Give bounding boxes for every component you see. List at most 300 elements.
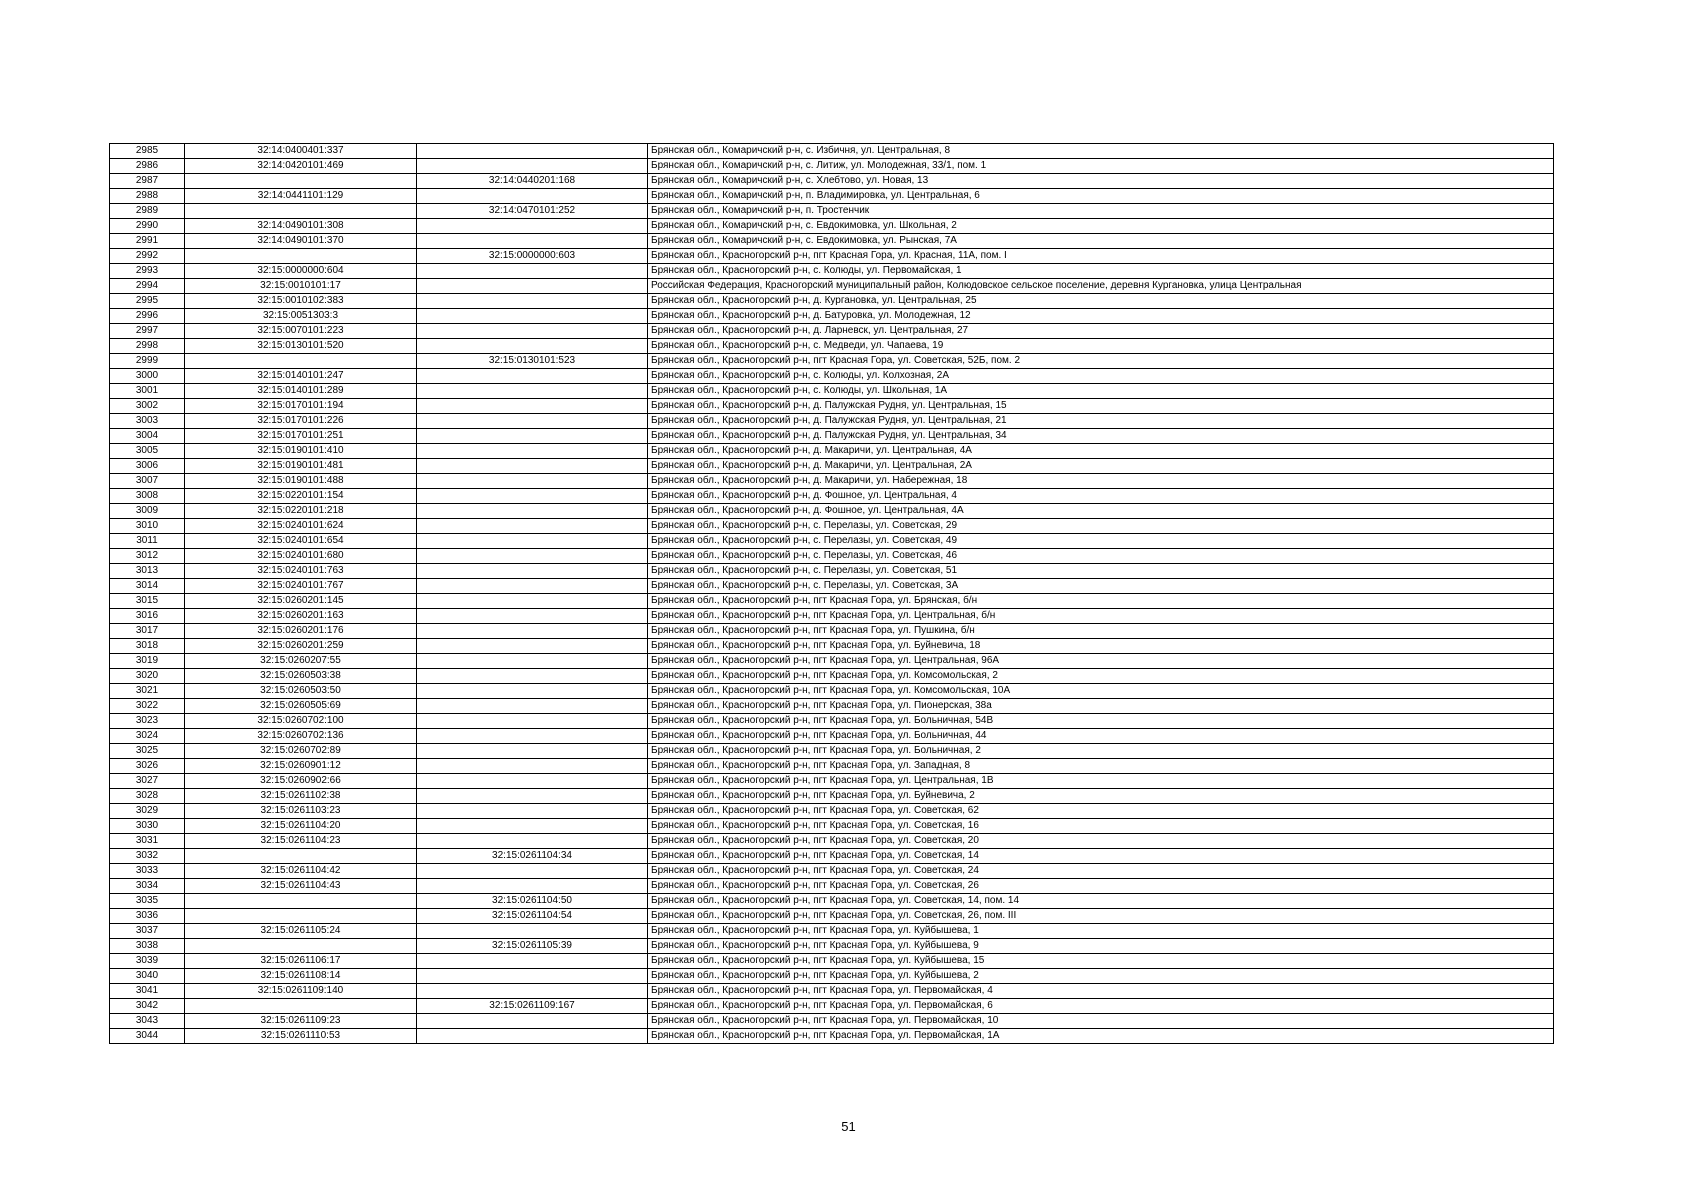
- table-row: [110, 534, 1554, 549]
- cadastral-number-alt-cell: [417, 234, 648, 249]
- row-number-cell: 2987: [110, 174, 185, 189]
- table-row: [110, 729, 1554, 744]
- row-number-cell: 3008: [110, 489, 185, 504]
- cadastral-number-alt-cell: [417, 519, 648, 534]
- table-row: [110, 324, 1554, 339]
- cadastral-number-alt-cell: [417, 339, 648, 354]
- address-cell: Брянская обл., Красногорский р-н, д. Макаричи, ул. Центральная, 2А: [648, 459, 1554, 474]
- cadastral-number-alt-cell: [417, 984, 648, 999]
- table-row: [110, 549, 1554, 564]
- cadastral-number-cell: 32:15:0130101:520: [185, 339, 417, 354]
- cadastral-number-alt-cell: [417, 369, 648, 384]
- address-cell: Брянская обл., Красногорский р-н, д. Макаричи, ул. Центральная, 4А: [648, 444, 1554, 459]
- address-cell: Брянская обл., Красногорский р-н, пгт Красная Гора, ул. Больничная, 54В: [648, 714, 1554, 729]
- row-number-cell: 3006: [110, 459, 185, 474]
- address-cell: Брянская обл., Красногорский р-н, пгт Красная Гора, ул. Пионерская, 38а: [648, 699, 1554, 714]
- cadastral-number-cell: 32:15:0261104:20: [185, 819, 417, 834]
- cadastral-number-alt-cell: [417, 609, 648, 624]
- cadastral-number-alt-cell: [417, 684, 648, 699]
- address-cell: Брянская обл., Красногорский р-н, с. Колюды, ул. Колхозная, 2А: [648, 369, 1554, 384]
- cadastral-number-alt-cell: [417, 774, 648, 789]
- address-cell: Брянская обл., Красногорский р-н, пгт Красная Гора, ул. Советская, 14, пом. 14: [648, 894, 1554, 909]
- table-row: [110, 1029, 1554, 1044]
- cadastral-number-cell: 32:15:0261109:23: [185, 1014, 417, 1029]
- address-cell: Брянская обл., Красногорский р-н, пгт Красная Гора, ул. Центральная, б/н: [648, 609, 1554, 624]
- row-number-cell: 3028: [110, 789, 185, 804]
- table-row: [110, 804, 1554, 819]
- row-number-cell: 2998: [110, 339, 185, 354]
- table-row: [110, 714, 1554, 729]
- cadastral-number-cell: 32:15:0260201:145: [185, 594, 417, 609]
- row-number-cell: 3016: [110, 609, 185, 624]
- cadastral-number-cell: 32:15:0260503:38: [185, 669, 417, 684]
- row-number-cell: 3009: [110, 504, 185, 519]
- table-row: [110, 234, 1554, 249]
- row-number-cell: 3029: [110, 804, 185, 819]
- address-cell: Российская Федерация, Красногорский муниципальный район, Колюдовское сельское поселение, деревня Кургановка, улица Центральная: [648, 279, 1554, 294]
- row-number-cell: 3014: [110, 579, 185, 594]
- row-number-cell: 3019: [110, 654, 185, 669]
- address-cell: Брянская обл., Красногорский р-н, пгт Красная Гора, ул. Куйбышева, 9: [648, 939, 1554, 954]
- address-cell: Брянская обл., Красногорский р-н, пгт Красная Гора, ул. Советская, 62: [648, 804, 1554, 819]
- cadastral-number-alt-cell: 32:14:0440201:168: [417, 174, 648, 189]
- table-row: [110, 354, 1554, 369]
- cadastral-number-cell: 32:15:0170101:226: [185, 414, 417, 429]
- address-cell: Брянская обл., Красногорский р-н, пгт Красная Гора, ул. Советская, 16: [648, 819, 1554, 834]
- cadastral-number-alt-cell: [417, 444, 648, 459]
- cadastral-number-cell: 32:14:0441101:129: [185, 189, 417, 204]
- address-cell: Брянская обл., Красногорский р-н, д. Палужская Рудня, ул. Центральная, 15: [648, 399, 1554, 414]
- cadastral-number-alt-cell: [417, 324, 648, 339]
- cadastral-number-alt-cell: [417, 564, 648, 579]
- cadastral-number-cell: 32:15:0260201:176: [185, 624, 417, 639]
- row-number-cell: 3000: [110, 369, 185, 384]
- cadastral-number-alt-cell: [417, 534, 648, 549]
- table-row: [110, 579, 1554, 594]
- table-row: [110, 879, 1554, 894]
- cadastral-number-cell: [185, 174, 417, 189]
- address-cell: Брянская обл., Красногорский р-н, пгт Красная Гора, ул. Комсомольская, 10А: [648, 684, 1554, 699]
- cadastral-number-alt-cell: 32:15:0261105:39: [417, 939, 648, 954]
- cadastral-number-cell: [185, 354, 417, 369]
- cadastral-number-cell: 32:15:0240101:654: [185, 534, 417, 549]
- cadastral-number-alt-cell: 32:15:0130101:523: [417, 354, 648, 369]
- cadastral-number-cell: [185, 939, 417, 954]
- table-row: [110, 219, 1554, 234]
- address-cell: Брянская обл., Красногорский р-н, с. Медведи, ул. Чапаева, 19: [648, 339, 1554, 354]
- row-number-cell: 2993: [110, 264, 185, 279]
- address-cell: Брянская обл., Красногорский р-н, пгт Красная Гора, ул. Первомайская, 6: [648, 999, 1554, 1014]
- address-cell: Брянская обл., Красногорский р-н, пгт Красная Гора, ул. Куйбышева, 15: [648, 954, 1554, 969]
- row-number-cell: 3023: [110, 714, 185, 729]
- cadastral-number-cell: 32:15:0170101:194: [185, 399, 417, 414]
- table-row: [110, 429, 1554, 444]
- table-row: [110, 699, 1554, 714]
- address-cell: Брянская обл., Красногорский р-н, пгт Красная Гора, ул. Куйбышева, 2: [648, 969, 1554, 984]
- cadastral-number-alt-cell: [417, 834, 648, 849]
- table-row: [110, 939, 1554, 954]
- cadastral-number-alt-cell: 32:15:0261104:50: [417, 894, 648, 909]
- cadastral-number-cell: [185, 894, 417, 909]
- address-cell: Брянская обл., Красногорский р-н, д. Кургановка, ул. Центральная, 25: [648, 294, 1554, 309]
- row-number-cell: 3010: [110, 519, 185, 534]
- row-number-cell: 3030: [110, 819, 185, 834]
- table-row: [110, 759, 1554, 774]
- address-cell: Брянская обл., Красногорский р-н, пгт Красная Гора, ул. Пушкина, б/н: [648, 624, 1554, 639]
- cadastral-number-cell: 32:15:0170101:251: [185, 429, 417, 444]
- row-number-cell: 2989: [110, 204, 185, 219]
- cadastral-number-cell: 32:15:0261109:140: [185, 984, 417, 999]
- address-cell: Брянская обл., Красногорский р-н, пгт Красная Гора, ул. Буйневича, 18: [648, 639, 1554, 654]
- table-row: [110, 144, 1554, 159]
- address-cell: Брянская обл., Комаричский р-н, с. Избичня, ул. Центральная, 8: [648, 144, 1554, 159]
- table-row: [110, 924, 1554, 939]
- table-row: [110, 639, 1554, 654]
- table-row: [110, 684, 1554, 699]
- table-row: [110, 969, 1554, 984]
- row-number-cell: 3017: [110, 624, 185, 639]
- table-row: [110, 999, 1554, 1014]
- address-cell: Брянская обл., Красногорский р-н, пгт Красная Гора, ул. Центральная, 96А: [648, 654, 1554, 669]
- row-number-cell: 3026: [110, 759, 185, 774]
- address-cell: Брянская обл., Красногорский р-н, пгт Красная Гора, ул. Центральная, 1В: [648, 774, 1554, 789]
- row-number-cell: 3025: [110, 744, 185, 759]
- cadastral-number-cell: 32:14:0490101:370: [185, 234, 417, 249]
- address-cell: Брянская обл., Комаричский р-н, с. Хлебтово, ул. Новая, 13: [648, 174, 1554, 189]
- cadastral-number-cell: [185, 909, 417, 924]
- cadastral-number-cell: 32:15:0010101:17: [185, 279, 417, 294]
- table-row: [110, 774, 1554, 789]
- property-table: [109, 143, 1554, 1044]
- row-number-cell: 2991: [110, 234, 185, 249]
- table-row: [110, 954, 1554, 969]
- cadastral-number-alt-cell: [417, 264, 648, 279]
- row-number-cell: 3003: [110, 414, 185, 429]
- cadastral-number-cell: 32:15:0260503:50: [185, 684, 417, 699]
- address-cell: Брянская обл., Красногорский р-н, пгт Красная Гора, ул. Куйбышева, 1: [648, 924, 1554, 939]
- row-number-cell: 3005: [110, 444, 185, 459]
- cadastral-number-cell: 32:15:0190101:410: [185, 444, 417, 459]
- cadastral-number-cell: 32:15:0261106:17: [185, 954, 417, 969]
- table-row: [110, 834, 1554, 849]
- address-cell: Брянская обл., Красногорский р-н, с. Перелазы, ул. Советская, 46: [648, 549, 1554, 564]
- table-row: [110, 459, 1554, 474]
- cadastral-number-alt-cell: [417, 579, 648, 594]
- cadastral-number-alt-cell: [417, 189, 648, 204]
- cadastral-number-cell: 32:15:0260901:12: [185, 759, 417, 774]
- cadastral-number-cell: 32:15:0010102:383: [185, 294, 417, 309]
- table-row: [110, 1014, 1554, 1029]
- cadastral-number-alt-cell: [417, 414, 648, 429]
- cadastral-number-cell: [185, 204, 417, 219]
- cadastral-number-cell: 32:15:0240101:767: [185, 579, 417, 594]
- address-cell: Брянская обл., Красногорский р-н, пгт Красная Гора, ул. Советская, 20: [648, 834, 1554, 849]
- row-number-cell: 3004: [110, 429, 185, 444]
- row-number-cell: 2985: [110, 144, 185, 159]
- row-number-cell: 3011: [110, 534, 185, 549]
- cadastral-number-alt-cell: [417, 819, 648, 834]
- table-row: [110, 984, 1554, 999]
- cadastral-number-alt-cell: [417, 969, 648, 984]
- cadastral-number-alt-cell: [417, 399, 648, 414]
- row-number-cell: 2986: [110, 159, 185, 174]
- table-row: [110, 819, 1554, 834]
- address-cell: Брянская обл., Красногорский р-н, пгт Красная Гора, ул. Первомайская, 4: [648, 984, 1554, 999]
- cadastral-number-cell: 32:15:0220101:218: [185, 504, 417, 519]
- cadastral-number-cell: 32:15:0260702:100: [185, 714, 417, 729]
- address-cell: Брянская обл., Комаричский р-н, п. Тростенчик: [648, 204, 1554, 219]
- row-number-cell: 2990: [110, 219, 185, 234]
- cadastral-number-cell: 32:15:0190101:481: [185, 459, 417, 474]
- cadastral-number-cell: 32:15:0000000:604: [185, 264, 417, 279]
- cadastral-number-cell: [185, 999, 417, 1014]
- table-body: [110, 144, 1554, 1044]
- cadastral-number-cell: 32:15:0051303:3: [185, 309, 417, 324]
- cadastral-number-alt-cell: [417, 489, 648, 504]
- cadastral-number-cell: 32:15:0260902:66: [185, 774, 417, 789]
- row-number-cell: 2995: [110, 294, 185, 309]
- cadastral-number-alt-cell: [417, 864, 648, 879]
- cadastral-number-alt-cell: [417, 504, 648, 519]
- cadastral-number-alt-cell: [417, 729, 648, 744]
- table-row: [110, 204, 1554, 219]
- cadastral-number-alt-cell: [417, 759, 648, 774]
- row-number-cell: 3035: [110, 894, 185, 909]
- cadastral-number-alt-cell: 32:15:0261104:54: [417, 909, 648, 924]
- cadastral-number-cell: 32:15:0260702:89: [185, 744, 417, 759]
- cadastral-number-alt-cell: 32:15:0000000:603: [417, 249, 648, 264]
- address-cell: Брянская обл., Красногорский р-н, д. Батуровка, ул. Молодежная, 12: [648, 309, 1554, 324]
- table-row: [110, 279, 1554, 294]
- address-cell: Брянская обл., Красногорский р-н, пгт Красная Гора, ул. Советская, 26, пом. III: [648, 909, 1554, 924]
- table-row: [110, 489, 1554, 504]
- address-cell: Брянская обл., Красногорский р-н, с. Колюды, ул. Школьная, 1А: [648, 384, 1554, 399]
- row-number-cell: 3012: [110, 549, 185, 564]
- page-number: 51: [841, 1119, 856, 1134]
- address-cell: Брянская обл., Комаричский р-н, п. Владимировка, ул. Центральная, 6: [648, 189, 1554, 204]
- cadastral-number-alt-cell: [417, 924, 648, 939]
- address-cell: Брянская обл., Красногорский р-н, с. Перелазы, ул. Советская, 49: [648, 534, 1554, 549]
- row-number-cell: 3038: [110, 939, 185, 954]
- cadastral-number-cell: 32:15:0220101:154: [185, 489, 417, 504]
- row-number-cell: 3043: [110, 1014, 185, 1029]
- table-row: [110, 264, 1554, 279]
- address-cell: Брянская обл., Красногорский р-н, пгт Красная Гора, ул. Западная, 8: [648, 759, 1554, 774]
- row-number-cell: 3021: [110, 684, 185, 699]
- address-cell: Брянская обл., Красногорский р-н, пгт Красная Гора, ул. Буйневича, 2: [648, 789, 1554, 804]
- cadastral-number-alt-cell: [417, 459, 648, 474]
- address-cell: Брянская обл., Красногорский р-н, д. Ларневск, ул. Центральная, 27: [648, 324, 1554, 339]
- table-row: [110, 189, 1554, 204]
- cadastral-number-cell: 32:15:0261110:53: [185, 1029, 417, 1044]
- cadastral-number-alt-cell: [417, 474, 648, 489]
- table-row: [110, 624, 1554, 639]
- cadastral-number-alt-cell: [417, 789, 648, 804]
- address-cell: Брянская обл., Красногорский р-н, пгт Красная Гора, ул. Красная, 11А, пом. I: [648, 249, 1554, 264]
- address-cell: Брянская обл., Красногорский р-н, д. Палужская Рудня, ул. Центральная, 21: [648, 414, 1554, 429]
- table-row: [110, 789, 1554, 804]
- address-cell: Брянская обл., Красногорский р-н, пгт Красная Гора, ул. Больничная, 2: [648, 744, 1554, 759]
- cadastral-number-cell: 32:15:0070101:223: [185, 324, 417, 339]
- table-row: [110, 444, 1554, 459]
- table-row: [110, 339, 1554, 354]
- cadastral-number-alt-cell: [417, 744, 648, 759]
- address-cell: Брянская обл., Красногорский р-н, д. Макаричи, ул. Набережная, 18: [648, 474, 1554, 489]
- cadastral-number-alt-cell: [417, 1014, 648, 1029]
- address-cell: Брянская обл., Красногорский р-н, пгт Красная Гора, ул. Комсомольская, 2: [648, 669, 1554, 684]
- cadastral-number-alt-cell: [417, 159, 648, 174]
- cadastral-number-alt-cell: [417, 879, 648, 894]
- address-cell: Брянская обл., Красногорский р-н, пгт Красная Гора, ул. Больничная, 44: [648, 729, 1554, 744]
- row-number-cell: 2994: [110, 279, 185, 294]
- cadastral-number-alt-cell: 32:15:0261104:34: [417, 849, 648, 864]
- row-number-cell: 2996: [110, 309, 185, 324]
- address-cell: Брянская обл., Красногорский р-н, пгт Красная Гора, ул. Брянская, б/н: [648, 594, 1554, 609]
- row-number-cell: 3001: [110, 384, 185, 399]
- table-row: [110, 159, 1554, 174]
- table-row: [110, 909, 1554, 924]
- row-number-cell: 3037: [110, 924, 185, 939]
- row-number-cell: 3002: [110, 399, 185, 414]
- cadastral-number-alt-cell: [417, 429, 648, 444]
- cadastral-number-cell: 32:15:0261108:14: [185, 969, 417, 984]
- row-number-cell: 3042: [110, 999, 185, 1014]
- cadastral-number-alt-cell: [417, 384, 648, 399]
- address-cell: Брянская обл., Красногорский р-н, пгт Красная Гора, ул. Советская, 24: [648, 864, 1554, 879]
- row-number-cell: 3039: [110, 954, 185, 969]
- cadastral-number-alt-cell: [417, 699, 648, 714]
- cadastral-number-cell: 32:15:0260201:259: [185, 639, 417, 654]
- address-cell: Брянская обл., Красногорский р-н, с. Колюды, ул. Первомайская, 1: [648, 264, 1554, 279]
- table-row: [110, 744, 1554, 759]
- table-row: [110, 474, 1554, 489]
- address-cell: Брянская обл., Красногорский р-н, д. Палужская Рудня, ул. Центральная, 34: [648, 429, 1554, 444]
- cadastral-number-cell: 32:15:0261103:23: [185, 804, 417, 819]
- table-row: [110, 864, 1554, 879]
- cadastral-number-cell: 32:15:0260702:136: [185, 729, 417, 744]
- table-row: [110, 369, 1554, 384]
- cadastral-number-cell: 32:14:0400401:337: [185, 144, 417, 159]
- cadastral-number-cell: 32:15:0260201:163: [185, 609, 417, 624]
- table-row: [110, 399, 1554, 414]
- cadastral-number-cell: 32:15:0140101:247: [185, 369, 417, 384]
- table-row: [110, 309, 1554, 324]
- address-cell: Брянская обл., Красногорский р-н, с. Перелазы, ул. Советская, 51: [648, 564, 1554, 579]
- cadastral-number-cell: 32:15:0260505:69: [185, 699, 417, 714]
- row-number-cell: 3020: [110, 669, 185, 684]
- cadastral-number-cell: 32:15:0140101:289: [185, 384, 417, 399]
- row-number-cell: 3013: [110, 564, 185, 579]
- row-number-cell: 3031: [110, 834, 185, 849]
- row-number-cell: 3024: [110, 729, 185, 744]
- address-cell: Брянская обл., Красногорский р-н, пгт Красная Гора, ул. Первомайская, 1А: [648, 1029, 1554, 1044]
- row-number-cell: 3022: [110, 699, 185, 714]
- table-row: [110, 609, 1554, 624]
- table-row: [110, 174, 1554, 189]
- cadastral-number-cell: 32:14:0490101:308: [185, 219, 417, 234]
- row-number-cell: 2997: [110, 324, 185, 339]
- address-cell: Брянская обл., Красногорский р-н, пгт Красная Гора, ул. Советская, 14: [648, 849, 1554, 864]
- cadastral-number-alt-cell: [417, 804, 648, 819]
- cadastral-number-cell: 32:15:0260207:55: [185, 654, 417, 669]
- cadastral-number-alt-cell: [417, 279, 648, 294]
- row-number-cell: 3040: [110, 969, 185, 984]
- table-row: [110, 654, 1554, 669]
- cadastral-number-alt-cell: [417, 654, 648, 669]
- table-row: [110, 669, 1554, 684]
- row-number-cell: 3044: [110, 1029, 185, 1044]
- address-cell: Брянская обл., Красногорский р-н, пгт Красная Гора, ул. Советская, 52Б, пом. 2: [648, 354, 1554, 369]
- row-number-cell: 2999: [110, 354, 185, 369]
- row-number-cell: 2988: [110, 189, 185, 204]
- row-number-cell: 3015: [110, 594, 185, 609]
- cadastral-number-alt-cell: [417, 549, 648, 564]
- address-cell: Брянская обл., Красногорский р-н, пгт Красная Гора, ул. Советская, 26: [648, 879, 1554, 894]
- cadastral-number-alt-cell: [417, 594, 648, 609]
- table-row: [110, 414, 1554, 429]
- address-cell: Брянская обл., Красногорский р-н, д. Фошное, ул. Центральная, 4А: [648, 504, 1554, 519]
- row-number-cell: 3036: [110, 909, 185, 924]
- cadastral-number-cell: 32:15:0261105:24: [185, 924, 417, 939]
- table-row: [110, 249, 1554, 264]
- row-number-cell: 3033: [110, 864, 185, 879]
- cadastral-number-cell: 32:15:0190101:488: [185, 474, 417, 489]
- row-number-cell: 3007: [110, 474, 185, 489]
- cadastral-number-cell: 32:15:0240101:624: [185, 519, 417, 534]
- address-cell: Брянская обл., Красногорский р-н, с. Перелазы, ул. Советская, 3А: [648, 579, 1554, 594]
- row-number-cell: 3041: [110, 984, 185, 999]
- cadastral-number-cell: 32:15:0261104:42: [185, 864, 417, 879]
- table-row: [110, 594, 1554, 609]
- table-row: [110, 504, 1554, 519]
- row-number-cell: 3018: [110, 639, 185, 654]
- cadastral-number-cell: 32:15:0240101:763: [185, 564, 417, 579]
- cadastral-number-cell: 32:15:0261104:43: [185, 879, 417, 894]
- address-cell: Брянская обл., Комаричский р-н, с. Литиж, ул. Молодежная, 33/1, пом. 1: [648, 159, 1554, 174]
- cadastral-number-cell: 32:15:0240101:680: [185, 549, 417, 564]
- cadastral-number-alt-cell: [417, 294, 648, 309]
- table-row: [110, 384, 1554, 399]
- row-number-cell: 3027: [110, 774, 185, 789]
- cadastral-number-cell: [185, 849, 417, 864]
- cadastral-number-alt-cell: 32:15:0261109:167: [417, 999, 648, 1014]
- row-number-cell: 2992: [110, 249, 185, 264]
- address-cell: Брянская обл., Комаричский р-н, с. Евдокимовка, ул. Рынская, 7А: [648, 234, 1554, 249]
- table-row: [110, 564, 1554, 579]
- table-row: [110, 294, 1554, 309]
- address-cell: Брянская обл., Комаричский р-н, с. Евдокимовка, ул. Школьная, 2: [648, 219, 1554, 234]
- cadastral-number-alt-cell: [417, 1029, 648, 1044]
- cadastral-number-alt-cell: [417, 219, 648, 234]
- cadastral-number-cell: 32:15:0261104:23: [185, 834, 417, 849]
- cadastral-number-alt-cell: [417, 144, 648, 159]
- cadastral-number-alt-cell: 32:14:0470101:252: [417, 204, 648, 219]
- cadastral-number-alt-cell: [417, 954, 648, 969]
- cadastral-number-alt-cell: [417, 714, 648, 729]
- cadastral-number-alt-cell: [417, 309, 648, 324]
- cadastral-number-cell: 32:14:0420101:469: [185, 159, 417, 174]
- table-row: [110, 849, 1554, 864]
- cadastral-number-cell: 32:15:0261102:38: [185, 789, 417, 804]
- address-cell: Брянская обл., Красногорский р-н, пгт Красная Гора, ул. Первомайская, 10: [648, 1014, 1554, 1029]
- row-number-cell: 3032: [110, 849, 185, 864]
- address-cell: Брянская обл., Красногорский р-н, с. Перелазы, ул. Советская, 29: [648, 519, 1554, 534]
- cadastral-number-alt-cell: [417, 624, 648, 639]
- address-cell: Брянская обл., Красногорский р-н, д. Фошное, ул. Центральная, 4: [648, 489, 1554, 504]
- cadastral-number-alt-cell: [417, 669, 648, 684]
- table-row: [110, 519, 1554, 534]
- row-number-cell: 3034: [110, 879, 185, 894]
